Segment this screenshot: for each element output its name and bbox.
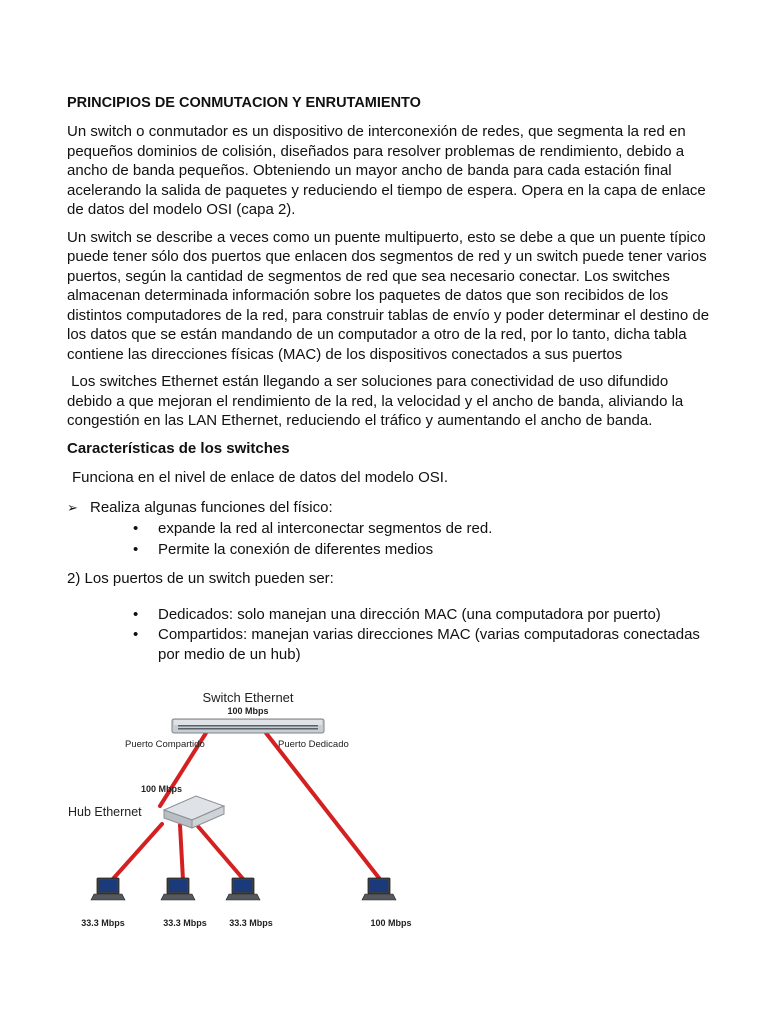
laptop-icon bbox=[362, 878, 396, 900]
pc-speed-label: 100 Mbps bbox=[370, 918, 412, 928]
hub-label: Hub Ethernet bbox=[68, 805, 142, 819]
feature-item-2 bbox=[67, 498, 717, 518]
cable-hub-pc3 bbox=[196, 824, 244, 880]
laptop-icon bbox=[226, 878, 260, 900]
bullet-icon: • bbox=[133, 520, 139, 537]
hub-icon bbox=[164, 796, 224, 828]
uplink-speed: 100 Mbps bbox=[141, 784, 183, 794]
feature-item-2-text: Realiza algunas funciones del físico: bbox=[90, 498, 333, 516]
list-item: • Dedicados: solo manejan una dirección MAC (una computadora por puerto) bbox=[133, 605, 661, 623]
network-diagram bbox=[66, 688, 426, 938]
bullet-icon: • bbox=[133, 605, 139, 623]
section-heading: Características de los switches bbox=[67, 439, 290, 457]
document-body bbox=[67, 94, 717, 674]
page-title: PRINCIPIOS DE CONMUTACION Y ENRUTAMIENTO bbox=[67, 95, 421, 111]
cable-hub-pc1 bbox=[112, 824, 162, 880]
cable-hub-pc2 bbox=[180, 825, 183, 880]
feature-item-2-list bbox=[67, 519, 717, 559]
bullet-icon: • bbox=[133, 540, 139, 558]
cables bbox=[112, 733, 379, 880]
cable-switch-pc4 bbox=[266, 733, 379, 878]
switch-label: Switch Ethernet bbox=[202, 690, 294, 705]
switch-icon bbox=[172, 719, 324, 733]
paragraph-1: Un switch o conmutador es un dispositivo de interconexión de redes, que segmenta la red en pequeños dominios de colisión, diseñados para resolver problemas de rendimiento, debido a ancho de banda pequeños. Obteniendo un mayor ancho de banda para cada estación final acelerando la salida de paquetes y reduciendo el tiempo de espera. Opera en la capa de enlace de datos del modelo OSI (capa 2). bbox=[67, 123, 706, 218]
pc-speed-label: 33.3 Mbps bbox=[163, 918, 207, 928]
list-item: • Permite la conexión de diferentes medios bbox=[133, 540, 434, 558]
switch-speed: 100 Mbps bbox=[227, 706, 269, 716]
dedicated-port-label: Puerto Dedicado bbox=[278, 739, 349, 750]
arrow-bullet-icon: ➢ bbox=[67, 499, 78, 515]
network-diagram-svg bbox=[66, 688, 426, 938]
pc-speed-label: 33.3 Mbps bbox=[229, 918, 273, 928]
pc-speed-label: 33.3 Mbps bbox=[81, 918, 125, 928]
feature-item-3: 2) Los puertos de un switch pueden ser: bbox=[67, 570, 334, 587]
list-item: • expande la red al interconectar segmentos de red. bbox=[133, 520, 493, 537]
shared-port-label: Puerto Compartido bbox=[125, 739, 205, 750]
paragraph-2: Un switch se describe a veces como un puente multipuerto, esto se debe a que un puente típico puede tener sólo dos puertos que enlacen dos segmentos de red y un switch puede tener varios puertos, según la cantidad de segmentos de red que sea necesario conectar. Los switches almacenan determinada información sobre los paquetes de datos que son recibidos de los distintos computadores de la red, para construir tablas de envío y poder determinar el destino de los datos que se están mandando de un computador a otro de la red, por lo tanto, dicha tabla contiene las direcciones físicas (MAC) de los dispositivos conectados a sus puertos bbox=[67, 228, 710, 363]
paragraph-3: Los switches Ethernet están llegando a ser soluciones para conectividad de uso difundido debido a que mejoran el rendimiento de la red, la velocidad y el ancho de banda, aliviando la congestión en las LAN Ethernet, reduciendo el tráfico y aumentando el ancho de banda. bbox=[67, 373, 688, 429]
feature-item-1: Funciona en el nivel de enlace de datos del modelo OSI. bbox=[72, 469, 449, 486]
bullet-icon: • bbox=[133, 626, 139, 643]
list-item: • Compartidos: manejan varias direcciones MAC (varias computadoras conectadas por medio de un hub) bbox=[133, 626, 700, 663]
laptop-icon bbox=[91, 878, 125, 900]
laptop-icon bbox=[161, 878, 195, 900]
feature-item-3-list bbox=[67, 605, 717, 665]
